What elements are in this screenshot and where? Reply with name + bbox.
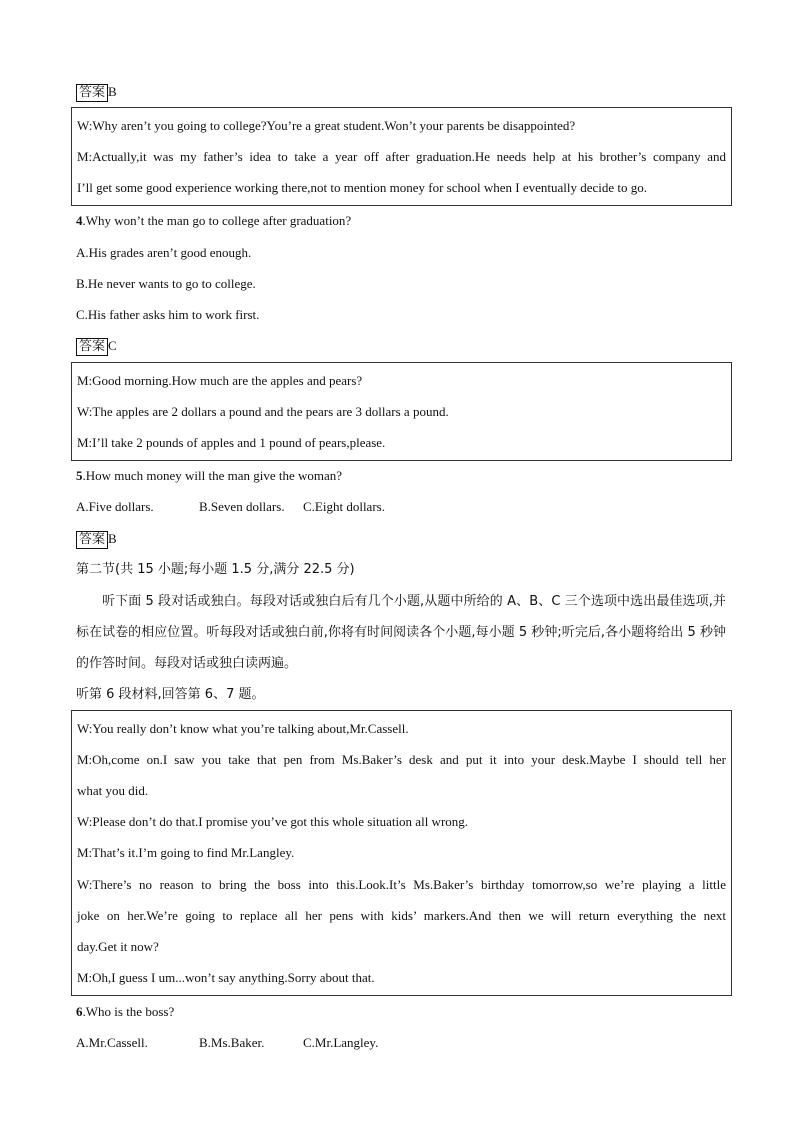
option-c: C.His father asks him to work first. xyxy=(76,307,260,322)
option-c: C.Eight dollars. xyxy=(303,499,385,514)
answer-q3 xyxy=(76,83,117,102)
dialog-line: W:Why aren’t you going to college?You’re a great student.Won’t your parents be disappointed? xyxy=(77,118,576,133)
dialog-line: M:I’ll take 2 pounds of apples and 1 pound of pears,please. xyxy=(77,435,386,450)
question-text: .Who is the boss? xyxy=(82,1004,175,1019)
material-heading: 听第 6 段材料,回答第 6、7 题。 xyxy=(76,687,265,702)
option-b: B.He never wants to go to college. xyxy=(76,276,256,291)
dialog-line: M:That’s it.I’m going to find Mr.Langley. xyxy=(77,845,295,860)
answer-q4 xyxy=(76,337,117,356)
question-number: 4 xyxy=(76,213,83,228)
dialog-line: joke on her.We’re going to replace all her pens with kids’ markers.And then we will return everything the next xyxy=(77,908,726,923)
option-b: B.Ms.Baker. xyxy=(199,1035,265,1050)
dialog-line: I’ll get some good experience working there,not to mention money for school when I eventually decide to go. xyxy=(77,180,648,195)
question-text: .How much money will the man give the woman? xyxy=(82,468,343,483)
dialog-line: day.Get it now? xyxy=(77,939,159,954)
dialog-line: M:Oh,I guess I um...won’t say anything.Sorry about that. xyxy=(77,970,375,985)
dialog-line: M:Actually,it was my father’s idea to take a year off after graduation.He needs help at his brother’s company and xyxy=(77,149,726,164)
question-6 xyxy=(76,1003,174,1021)
dialog-box-q5 xyxy=(71,362,732,461)
dialog-line: W:There’s no reason to bring the boss into this.Look.It’s Ms.Baker’s birthday tomorrow,so we’re playing a little xyxy=(77,877,726,892)
dialog-line: W:You really don’t know what you’re talking about,Mr.Cassell. xyxy=(77,721,409,736)
option-a: A.His grades aren’t good enough. xyxy=(76,245,252,260)
question-text: .Why won’t the man go to college after graduation? xyxy=(82,213,352,228)
answer-value: B xyxy=(108,531,117,546)
dialog-box-q4 xyxy=(71,107,732,206)
answer-value: C xyxy=(108,338,117,353)
option-b: B.Seven dollars. xyxy=(199,499,285,514)
question-number: 6 xyxy=(76,1004,83,1019)
section-instructions: 听下面 5 段对话或独白。每段对话或独白后有几个小题,从题中所给的 A、B、C 三个选项中选出最佳选项,并标在试卷的相应位置。听每段对话或独白前,你将有时间阅读各个小题,每小题 5 秒钟;听完后,各小题将给出 5 秒钟的作答时间。每段对话或独白读两遍。 xyxy=(76,594,726,671)
option-a: A.Mr.Cassell. xyxy=(76,1035,148,1050)
dialog-line: what you did. xyxy=(77,783,149,798)
section-heading: 第二节(共 15 小题;每小题 1.5 分,满分 22.5 分) xyxy=(76,562,355,577)
answer-value: B xyxy=(108,84,117,99)
dialog-line: M:Oh,come on.I saw you take that pen from Ms.Baker’s desk and put it into your desk.Maybe I should tell her xyxy=(77,752,726,767)
option-c: C.Mr.Langley. xyxy=(303,1035,379,1050)
question-5 xyxy=(76,467,342,485)
answer-label: 答案 xyxy=(76,84,108,102)
answer-label: 答案 xyxy=(76,531,108,549)
question-4 xyxy=(76,212,351,230)
option-a: A.Five dollars. xyxy=(76,499,154,514)
answer-label: 答案 xyxy=(76,338,108,356)
dialog-line: W:The apples are 2 dollars a pound and the pears are 3 dollars a pound. xyxy=(77,404,449,419)
dialog-line: W:Please don’t do that.I promise you’ve got this whole situation all wrong. xyxy=(77,814,469,829)
question-number: 5 xyxy=(76,468,83,483)
dialog-line: M:Good morning.How much are the apples and pears? xyxy=(77,373,363,388)
dialog-box-q6 xyxy=(71,710,732,996)
answer-q5 xyxy=(76,530,117,549)
